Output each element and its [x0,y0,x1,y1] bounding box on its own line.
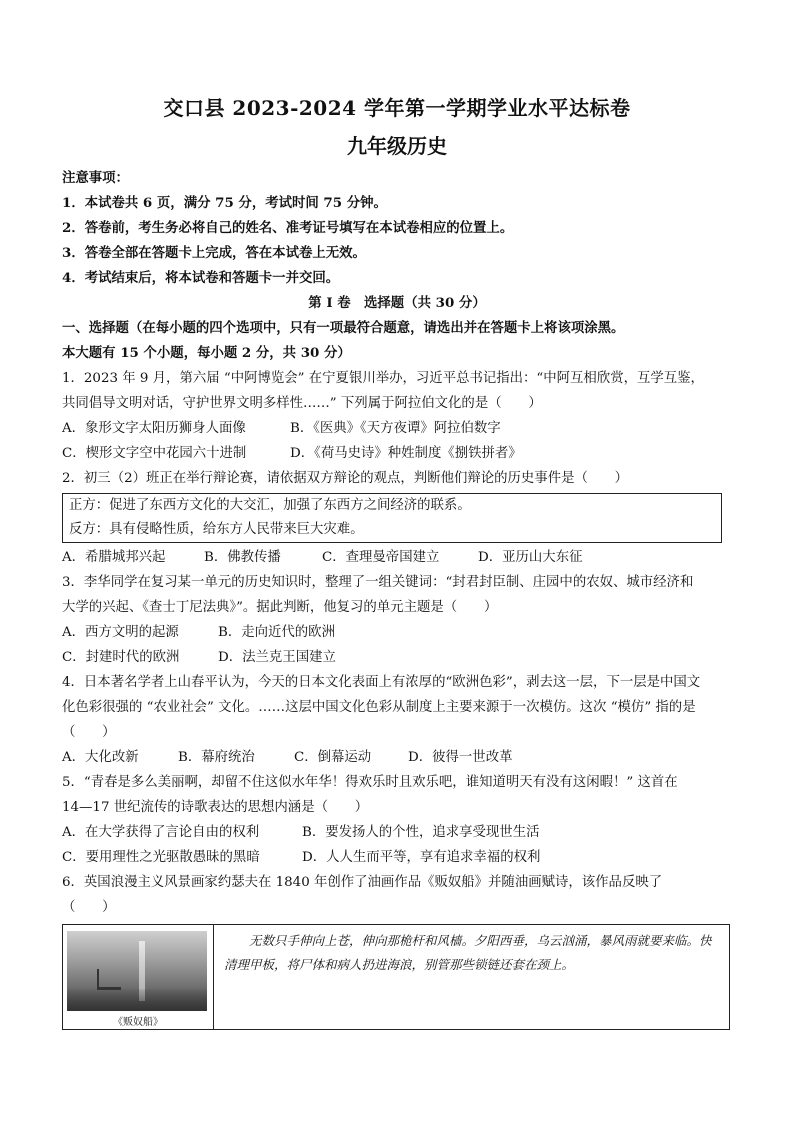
q2-stem: 2．初三（2）班正在举行辩论赛，请依据双方辩论的观点，判断他们辩论的历史事件是（ ） [62,471,629,486]
notice-item-4: 4．考试结束后，将本试卷和答题卡一并交回。 [62,270,340,286]
q4-option-b[interactable]: B．幕府统治 [178,750,255,765]
q1-option-b[interactable]: B．《医典》《天方夜谭》阿拉伯数字 [290,421,501,436]
slave-ship-painting [67,931,207,1011]
q5-options-row1 [62,820,732,845]
q1-options-row2 [62,441,732,466]
q4-options [62,745,732,770]
q1-stem-line1: 1．2023 年 9 月，第六届 “中阿博览会” 在宁夏银川举办，习近平总书记指出：“中阿互相欣赏，互学互鉴， [62,371,704,386]
q4-stem-line3: （ ） [62,725,116,740]
q2-con-side: 反方：具有侵略性质，给东方人民带来巨大灾难。 [69,522,364,537]
exam-subtitle: 九年级历史 [347,134,447,158]
q6-material-box [62,924,730,1030]
section-title: 第 I 卷 选择题（共 30 分） [308,295,486,311]
q1-option-c[interactable]: C．楔形文字空中花园六十进制 [62,446,247,461]
q6-stem-line1: 6．英国浪漫主义风景画家约瑟夫在 1840 年创作了油画作品《贩奴船》并随油画赋诗，该作品反映了 [62,875,663,890]
q2-option-d[interactable]: D．亚历山大东征 [478,550,583,565]
painting-sea [67,989,207,1011]
q2-options [62,545,732,570]
q3-option-b[interactable]: B．走向近代的欧洲 [218,625,335,640]
q5-stem-line2: 14—17 世纪流传的诗歌表达的思想内涵是（ ） [62,800,369,815]
q5-option-d[interactable]: D．人人生而平等，享有追求幸福的权利 [302,850,541,865]
q5-options-row2 [62,845,732,870]
q4-stem-line1: 4．日本著名学者上山春平认为，今天的日本文化表面上有浓厚的“欧洲色彩”，剥去这一层，下一层是中国文 [62,675,701,690]
notice-item-1: 1．本试卷共 6 页，满分 75 分，考试时间 75 分钟。 [62,195,387,211]
q2-option-c[interactable]: C．查理曼帝国建立 [322,550,440,565]
q4-option-c[interactable]: C．倒幕运动 [294,750,372,765]
q6-painting-cell [63,925,214,1029]
q4-stem-line2: 化色彩很强的 “农业社会” 文化。……这层中国文化色彩从制度上主要来源于一次模仿。这次 “模仿” 指的是 [62,700,696,715]
q6-stem-line2: （ ） [62,900,116,915]
q1-options-row1 [62,416,732,441]
q5-option-c[interactable]: C．要用理性之光驱散愚昧的黑暗 [62,850,260,865]
q1-option-d[interactable]: D．《荷马史诗》种姓制度《捌铁拼者》 [290,446,522,461]
q2-option-a[interactable]: A．希腊城邦兴起 [62,550,166,565]
q2-pro-side: 正方：促进了东西方文化的大交汇，加强了东西方之间经济的联系。 [69,498,471,513]
q3-options-row1 [62,620,732,645]
q3-option-a[interactable]: A．西方文明的起源 [62,625,179,640]
notice-heading: 注意事项： [62,170,129,186]
q4-option-d[interactable]: D．彼得一世改革 [408,750,513,765]
section-instruction-2: 本大题有 15 个小题，每小题 2 分，共 30 分） [62,345,351,361]
q1-option-a[interactable]: A．象形文字太阳历狮身人面像 [62,421,246,436]
q5-stem-line1: 5．“青春是多么美丽啊，却留不住这似水年华！得欢乐时且欢乐吧，谁知道明天有没有这闲暇！” 这首在 [62,775,678,790]
q1-stem-line2: 共同倡导文明对话，守护世界文明多样性……” 下列属于阿拉伯文化的是（ ） [62,396,542,411]
q5-option-a[interactable]: A．在大学获得了言论自由的权利 [62,825,260,840]
q2-debate-box [62,493,722,543]
q5-option-b[interactable]: B．要发扬人的个性，追求享受现世生活 [302,825,540,840]
q3-option-d[interactable]: D．法兰克王国建立 [218,650,336,665]
q3-stem-line1: 3．李华同学在复习某一单元的历史知识时，整理了一组关键词：“封君封臣制、庄园中的农奴、城市经济和 [62,575,694,590]
q3-option-c[interactable]: C．封建时代的欧洲 [62,650,180,665]
painting-ship [97,969,121,990]
notice-item-2: 2．答卷前，考生务必将自己的姓名、准考证号填写在本试卷相应的位置上。 [62,220,514,236]
painting-caption: 《贩奴船》 [113,1017,163,1028]
q6-poem: 无数只手伸向上苍，伸向那桅杆和风樯。夕阳西垂，乌云汹涌，暴风雨就要来临。快清理甲板，将尸体和病人扔进海浪，别管那些锁链还套在颈上。 [224,933,712,972]
q4-option-a[interactable]: A．大化改新 [62,750,139,765]
notice-item-3: 3．答卷全部在答题卡上完成，答在本试卷上无效。 [62,245,366,261]
exam-title: 交口县 2023-2024 学年第一学期学业水平达标卷 [163,96,631,120]
exam-page [62,88,732,1030]
q6-poem-cell [214,925,729,1029]
q2-option-b[interactable]: B．佛教传播 [204,550,281,565]
section-instruction-1: 一、选择题（在每小题的四个选项中，只有一项最符合题意，请选出并在答题卡上将该项涂黑。 [62,320,625,336]
q3-stem-line2: 大学的兴起、《查士丁尼法典》”。据此判断，他复习的单元主题是（ ） [62,600,498,615]
q3-options-row2 [62,645,732,670]
